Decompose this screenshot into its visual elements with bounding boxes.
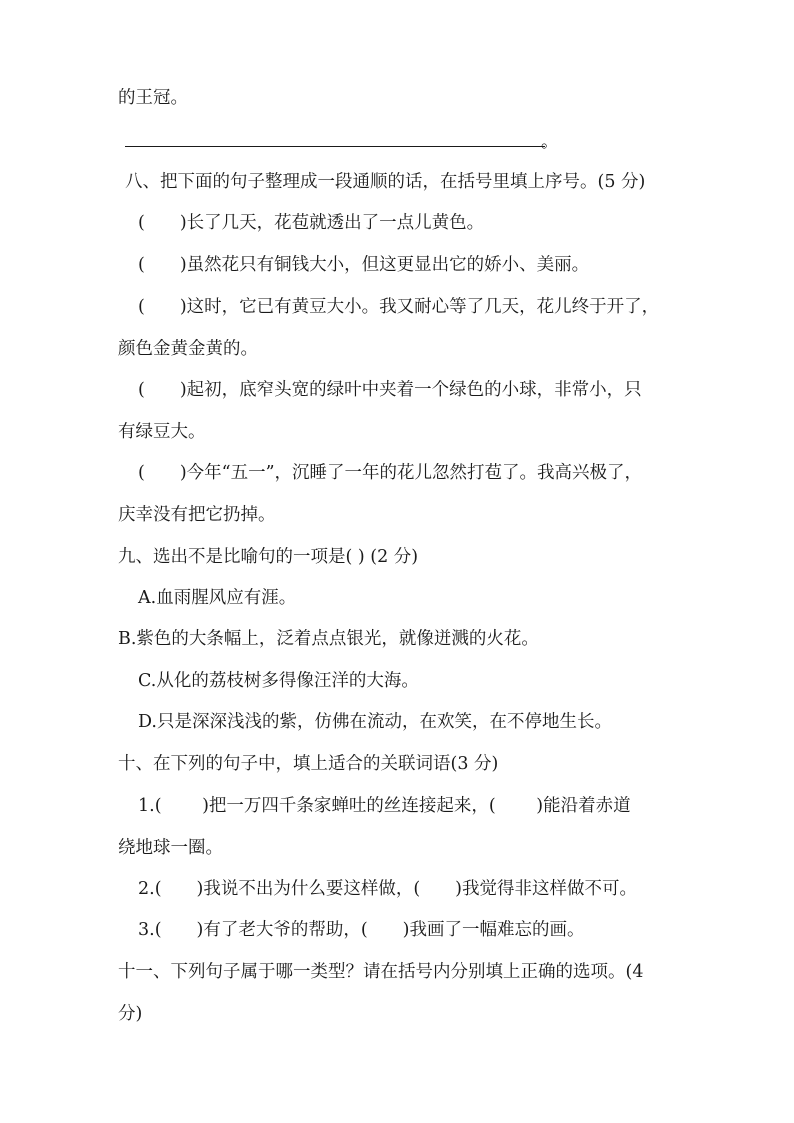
section-8-item-5-cont: 庆幸没有把它扔掉。 <box>118 505 276 525</box>
section-10-item-1-cont: 绕地球一圈。 <box>118 838 223 858</box>
section-8-heading: 八、把下面的句子整理成一段通顺的话，在括号里填上序号。(5 分) <box>125 172 646 192</box>
section-11-heading-cont: 分) <box>118 1004 143 1024</box>
section-10-item-3: 3.( )有了老大爷的帮助，( )我画了一幅难忘的画。 <box>138 920 585 940</box>
continued-text: 的王冠。 <box>118 88 188 108</box>
section-8-item-5: ( )今年“五一”，沉睡了一年的花儿忽然打苞了。我高兴极了， <box>138 463 643 483</box>
section-8-item-1: ( )长了几天，花苞就透出了一点儿黄色。 <box>138 213 485 233</box>
section-8-item-3-cont: 颜色金黄金黄的。 <box>118 339 258 359</box>
section-8-item-4-cont: 有绿豆大。 <box>118 422 206 442</box>
section-8-item-2: ( )虽然花只有铜钱大小，但这更显出它的娇小、美丽。 <box>138 255 590 275</box>
section-8-item-3: ( )这时，它已有黄豆大小。我又耐心等了几天，花儿终于开了， <box>138 297 660 317</box>
section-10-item-2: 2.( )我说不出为什么要这样做，( )我觉得非这样做不可。 <box>138 879 638 899</box>
section-9-option-a: A.血雨腥风应有涯。 <box>138 588 297 608</box>
answer-period: 。 <box>541 132 559 152</box>
section-9-option-d: D.只是深深浅浅的紫，仿佛在流动，在欢笑，在不停地生长。 <box>138 712 612 732</box>
answer-underline <box>125 146 545 147</box>
section-9-option-b: B.紫色的大条幅上，泛着点点银光，就像迸溅的火花。 <box>118 629 539 649</box>
section-11-heading: 十一、下列句子属于哪一类型？请在括号内分别填上正确的选项。(4 <box>118 962 644 982</box>
section-10-heading: 十、在下列的句子中，填上适合的关联词语(3 分) <box>118 754 499 774</box>
section-8-item-4: ( )起初，底窄头宽的绿叶中夹着一个绿色的小球，非常小，只 <box>138 380 642 400</box>
section-10-item-1: 1.( )把一万四千条家蝉吐的丝连接起来，( )能沿着赤道 <box>138 796 631 816</box>
section-9-heading: 九、选出不是比喻句的一项是( ) (2 分) <box>118 547 419 567</box>
section-9-option-c: C.从化的荔枝树多得像汪洋的大海。 <box>138 671 419 691</box>
